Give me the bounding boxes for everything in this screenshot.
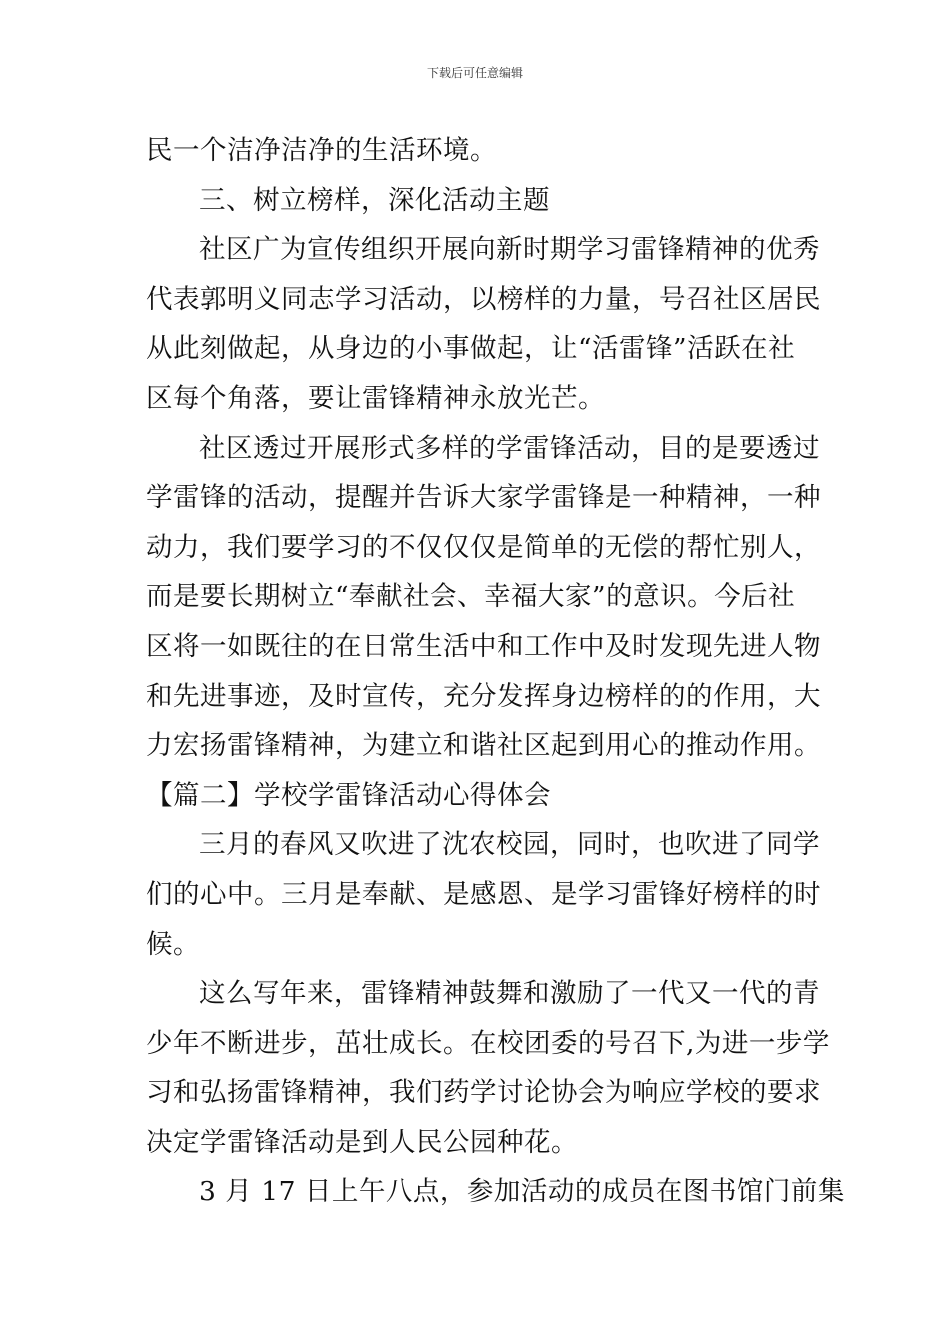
- text-line: 而是要长期树立“奉献社会、幸福大家”的意识。今后社: [146, 581, 796, 613]
- text-line: 三月的春风又吹进了沈农校园，同时，也吹进了同学: [199, 829, 820, 861]
- text-line: 民一个洁净洁净的生活环境。: [146, 135, 497, 166]
- document-body: [146, 126, 845, 1217]
- text-line: 社区透过开展形式多样的学雷锋活动，目的是要透过: [199, 432, 820, 464]
- text-line: 习和弘扬雷锋精神，我们药学讨论协会为响应学校的要求: [146, 1077, 821, 1109]
- text-line: 和先进事迹，及时宣传，充分发挥身边榜样的的作用，大: [146, 680, 821, 712]
- text-line: 动力，我们要学习的不仅仅仅是简单的无偿的帮忙别人，: [146, 531, 821, 563]
- text-line: 区将一如既往的在日常生活中和工作中及时发现先进人物: [146, 630, 821, 662]
- text-line: 代表郭明义同志学习活动，以榜样的力量，号召社区居民: [146, 283, 821, 315]
- text-line: 候。: [146, 928, 200, 960]
- text-line: 从此刻做起，从身边的小事做起，让“活雷锋”活跃在社: [146, 333, 796, 365]
- article-title: 【篇二】学校学雷锋活动心得体会: [146, 779, 551, 811]
- text-line: 这么写年来，雷锋精神鼓舞和激励了一代又一代的青: [199, 978, 820, 1010]
- section-heading: 三、树立榜样，深化活动主题: [199, 184, 550, 216]
- text-line: 区每个角落，要让雷锋精神永放光芒。: [146, 382, 605, 414]
- text-line: 们的心中。三月是奉献、是感恩、是学习雷锋好榜样的时: [146, 878, 821, 910]
- text-line: 少年不断进步，茁壮成长。在校团委的号召下,为进一步学: [146, 1027, 830, 1059]
- text-line: 社区广为宣传组织开展向新时期学习雷锋精神的优秀: [199, 234, 820, 266]
- page-header-note: 下载后可任意编辑: [426, 66, 523, 80]
- text-line: 3 月 17 日上午八点，参加活动的成员在图书馆门前集: [199, 1176, 845, 1208]
- text-line: 学雷锋的活动，提醒并告诉大家学雷锋是一种精神，一种: [146, 482, 821, 514]
- text-line: 决定学雷锋活动是到人民公园种花。: [146, 1126, 578, 1158]
- text-line: 力宏扬雷锋精神，为建立和谐社区起到用心的推动作用。: [146, 730, 821, 762]
